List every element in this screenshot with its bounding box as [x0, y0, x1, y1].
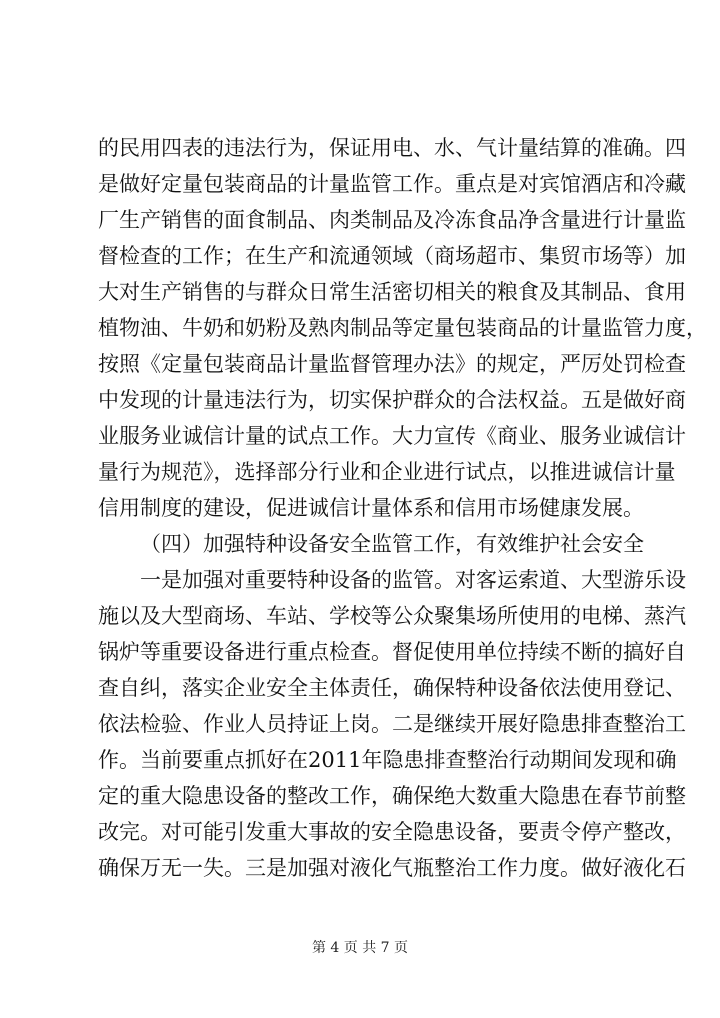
text-line: 一是加强对重要特种设备的监管。对客运索道、大型游乐设 [140, 568, 686, 592]
text-line: 的民用四表的违法行为，保证用电、水、气计量结算的准确。四 [98, 136, 686, 160]
text-line: 改完。对可能引发重大事故的安全隐患设备，要责令停产整改， [98, 820, 686, 844]
text-line: 作。当前要重点抓好在2011年隐患排查整治行动期间发现和确 [98, 748, 677, 772]
text-line: 锅炉等重要设备进行重点检查。督促使用单位持续不断的搞好自 [98, 640, 686, 664]
text-line: 信用制度的建设，促进诚信计量体系和信用市场健康发展。 [98, 496, 644, 520]
text-line: 定的重大隐患设备的整改工作，确保绝大数重大隐患在春节前整 [98, 784, 686, 808]
text-line: 确保万无一失。三是加强对液化气瓶整治工作力度。做好液化石 [98, 856, 686, 880]
text-line: 查自纠，落实企业安全主体责任，确保特种设备依法使用登记、 [98, 676, 686, 700]
text-line: 依法检验、作业人员持证上岗。二是继续开展好隐患排查整治工 [98, 712, 686, 736]
text-line: 是做好定量包装商品的计量监管工作。重点是对宾馆酒店和冷藏 [98, 172, 686, 196]
text-line: 大对生产销售的与群众日常生活密切相关的粮食及其制品、食用 [98, 280, 686, 304]
text-line: 督检查的工作；在生产和流通领域（商场超市、集贸市场等）加 [98, 244, 686, 268]
section-heading: （四）加强特种设备安全监管工作，有效维护社会安全 [140, 532, 644, 556]
text-line: 施以及大型商场、车站、学校等公众聚集场所使用的电梯、蒸汽 [98, 604, 686, 628]
text-line: 中发现的计量违法行为，切实保护群众的合法权益。五是做好商 [98, 388, 686, 412]
text-line: 厂生产销售的面食制品、肉类制品及冷冻食品净含量进行计量监 [98, 208, 686, 232]
page-number-footer: 第 4 页 共 7 页 [311, 940, 409, 956]
text-line: 业服务业诚信计量的试点工作。大力宣传《商业、服务业诚信计 [98, 424, 686, 448]
text-line: 植物油、牛奶和奶粉及熟肉制品等定量包装商品的计量监管力度， [98, 316, 707, 340]
text-line: 按照《定量包装商品计量监督管理办法》的规定，严厉处罚检查 [98, 352, 686, 376]
text-line: 量行为规范》，选择部分行业和企业进行试点，以推进诚信计量 [98, 460, 676, 484]
